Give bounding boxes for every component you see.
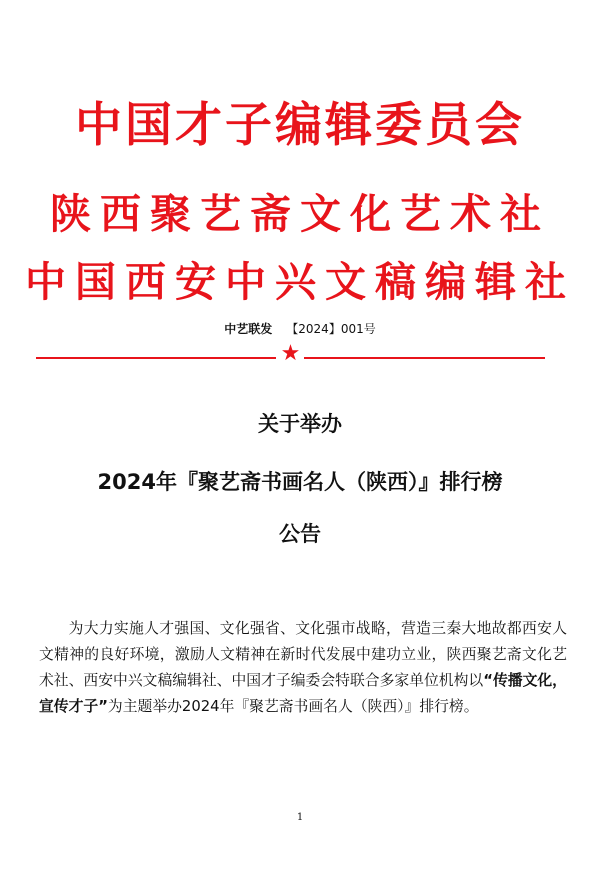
title-line-1: 关于举办 [258,412,342,436]
header-line-2: 陕西聚艺斋文化艺术社 [50,190,550,238]
divider-line-left [36,357,276,359]
title-line-3: 公告 [279,522,321,546]
body-text [39,616,567,720]
document-number [0,320,600,337]
star-icon: ★ [280,341,301,366]
body-text-part-1: 为大力实施人才强国、文化强省、文化强市战略，营造三秦大地故都西安人文精神的良好环境，激励人文精神在新时代发展中建功立业，陕西聚艺斋文化艺术社、西安中兴文稿编辑社、中国才子编委会特联合多家单位机构以 [39,620,567,689]
divider-line-right [304,357,545,359]
header-line-1: 中国才子编辑委员会 [75,98,525,153]
header-line-3: 中国西安中兴文稿编辑社 [25,258,575,306]
body-paragraph [39,616,567,720]
body-slogan: “传播文化，宣传才子” [39,672,567,715]
title-line-2: 2024年『聚艺斋书画名人（陕西）』排行榜 [97,470,503,494]
body-text-part-2: 为主题举办2024年『聚艺斋书画名人（陕西）』排行榜。 [107,698,479,715]
doc-serial: 【2024】001号 [286,322,376,336]
page-number: 1 [296,812,304,823]
doc-issuer: 中艺联发 [224,322,273,336]
